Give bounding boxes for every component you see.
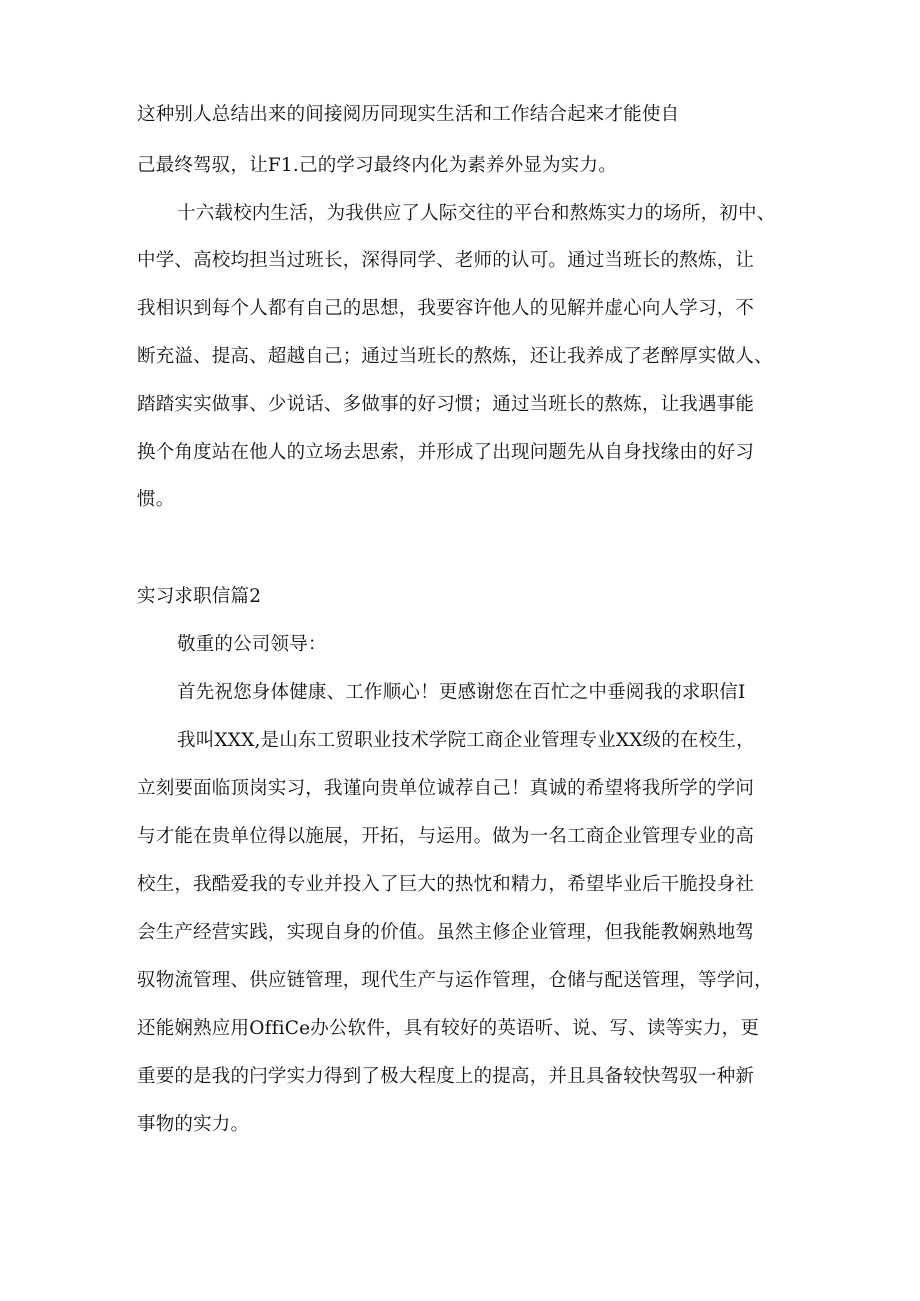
text-line: 我相识到每个人都有自己的思想，我要容许他人的见解并虚心向人学习，不 <box>137 298 755 319</box>
text-line: 断充溢、提高、超越自己；通过当班长的熬炼，还让我养成了老醉厚实做人、 <box>137 346 773 367</box>
text-line: 这种别人总结出来的间接阅历同现实生活和工作结合起来才能使自 <box>137 104 680 125</box>
salutation: 敬重的公司领导： <box>177 634 327 655</box>
text-line: 换个角度站在他人的立场去思索，并形成了出现问题先从自身找缘由的好习 <box>137 442 755 463</box>
text-line: 与才能在贵单位得以施展，开拓，与运用。做为一名工商企业管理专业的高 <box>137 826 755 847</box>
text-line: 踏踏实实做事、少说话、多做事的好习惯；通过当班长的熬炼，让我遇事能 <box>137 394 755 415</box>
text-line: 立刻要面临顶岗实习，我谨向贵单位诚荐自己！真诚的希望将我所学的学问 <box>137 778 755 799</box>
text-line: 驭物流管理、供应链管理，现代生产与运作管理，仓储与配送管理，等学问， <box>137 970 773 991</box>
text-line: 十六载校内生活，为我供应了人际交往的平台和熬炼实力的场所，初中、 <box>177 203 776 224</box>
text-line: 会生产经营实践，实现自身的价值。虽然主修企业管理，但我能教娴熟地驾 <box>137 922 755 943</box>
text-line: 己最终驾驭，让F1.己的学习最终内化为素养外显为实力。 <box>137 155 617 176</box>
text-line: 惯。 <box>137 489 175 510</box>
text-line: 还能娴熟应用OffiCe办公软件，具有较好的英语听、说、写、读等实力，更 <box>137 1018 760 1039</box>
text-line: 校生，我酷爱我的专业并投入了巨大的热忱和精力，希望毕业后干脆投身社 <box>137 874 755 895</box>
section-heading: 实习求职信篇2 <box>137 586 262 607</box>
text-line: 事物的实力。 <box>137 1114 250 1135</box>
text-line: 重要的是我的闩学实力得到了极大程度上的提高，并且具备较快驾驭一种新 <box>137 1066 755 1087</box>
greeting: 首先祝您身体健康、工作顺心！更感谢您在百忙之中垂阅我的求职信I <box>177 682 746 703</box>
text-line: 我叫XXX,是山东工贸职业技术学院工商企业管理专业XX级的在校生， <box>177 730 755 751</box>
text-line: 中学、高校均担当过班长，深得同学、老师的认可。通过当班长的熬炼，让 <box>137 250 755 271</box>
